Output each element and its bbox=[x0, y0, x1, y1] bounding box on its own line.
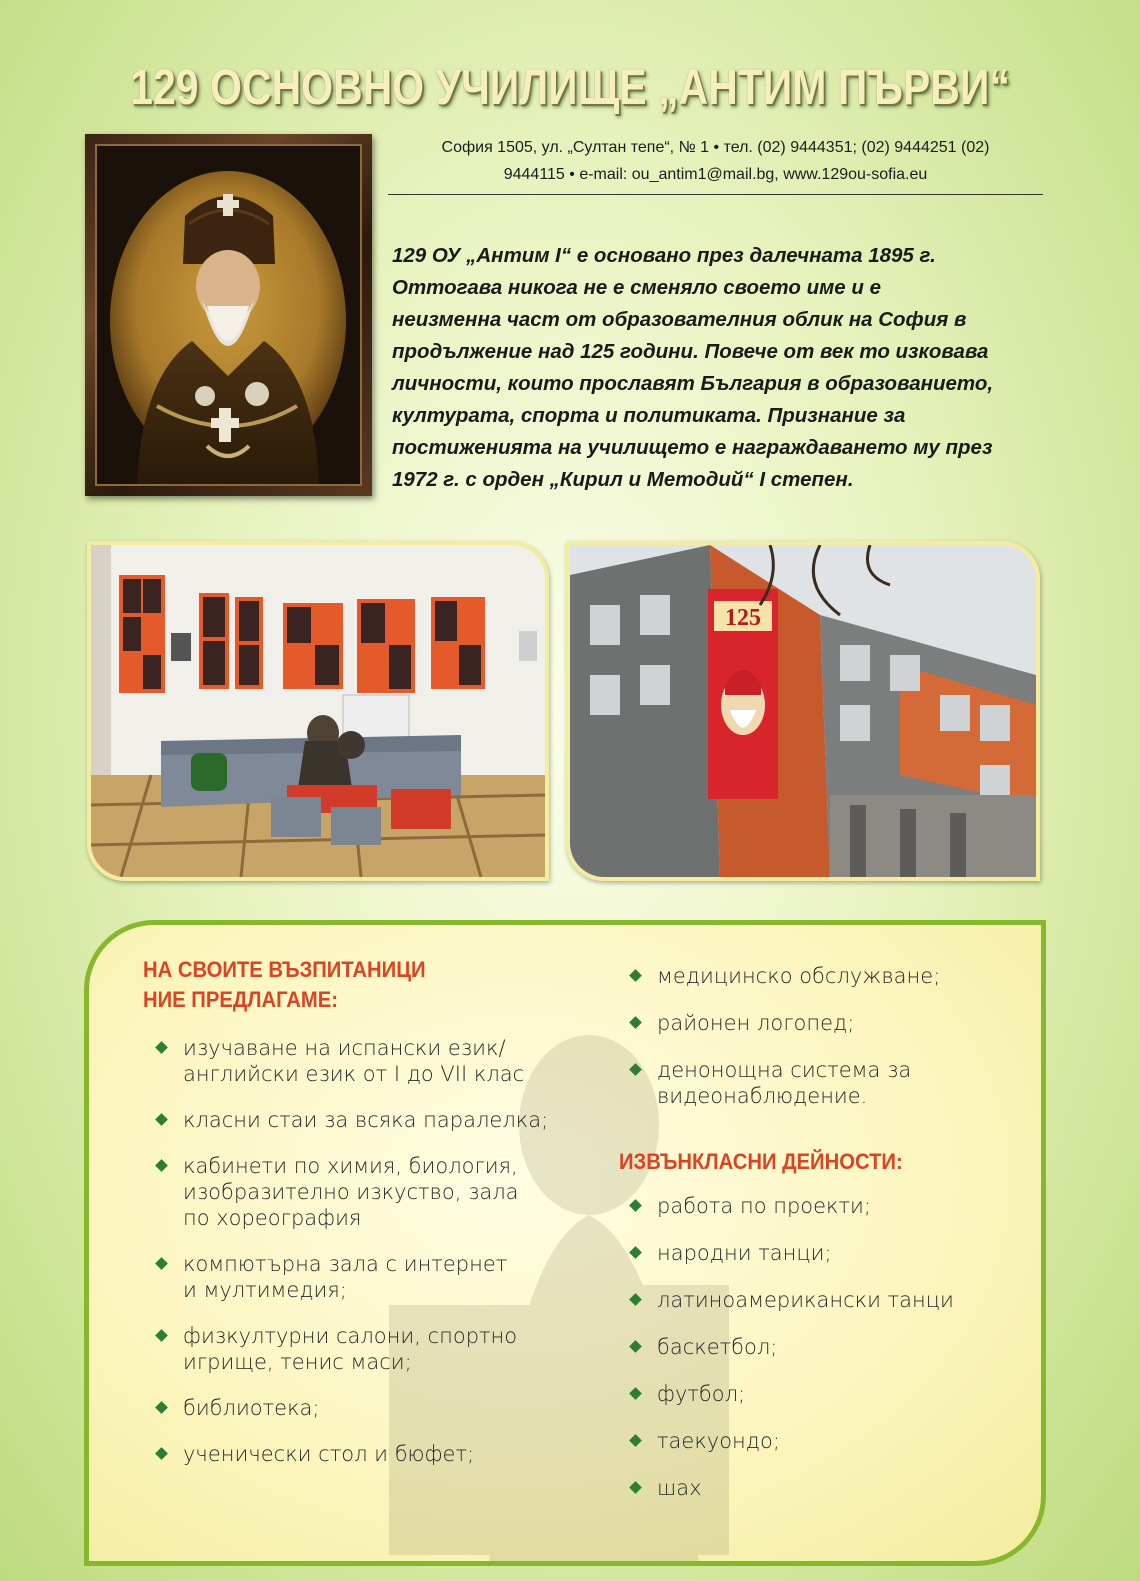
intro-paragraph bbox=[392, 240, 1042, 496]
list-item-text: шах bbox=[657, 1476, 702, 1500]
diamond-bullet-icon bbox=[155, 1257, 168, 1270]
diamond-bullet-icon bbox=[629, 1481, 642, 1494]
list-item bbox=[151, 1395, 611, 1421]
list-item-text: изучаване на испански език/ bbox=[183, 1036, 506, 1060]
contact-info bbox=[388, 134, 1043, 195]
list-item bbox=[625, 1240, 1025, 1266]
list-item-text: народни танци; bbox=[657, 1241, 832, 1265]
list-item bbox=[625, 1057, 1025, 1109]
list-item bbox=[625, 1428, 1025, 1454]
diamond-bullet-icon bbox=[629, 1246, 642, 1259]
contact-line-2: 9444115 • e-mail: ou_antim1@mail.bg, www.129ou-sofia.eu bbox=[503, 166, 928, 183]
offer-heading-line-1: НА СВОИТЕ ВЪЗПИТАНИЦИ bbox=[143, 957, 426, 982]
extracurricular-list bbox=[625, 1193, 1025, 1522]
list-item-text: игрище, тенис маси; bbox=[183, 1350, 412, 1374]
list-item-text: компютърна зала с интернет bbox=[183, 1252, 508, 1276]
diamond-bullet-icon bbox=[629, 1063, 642, 1076]
offer-list-continued bbox=[625, 963, 1025, 1130]
contact-line-1: София 1505, ул. „Султан тепе“, № 1 • тел. (02) 9444351; (02) 9444251 (02) bbox=[441, 139, 990, 156]
list-item-text: денонощна система за bbox=[657, 1058, 912, 1082]
list-item-text: библиотека; bbox=[183, 1396, 320, 1420]
list-item-text: районен логопед; bbox=[657, 1011, 855, 1035]
intro-line: личности, които прославят България в образованието, bbox=[392, 372, 994, 395]
list-item bbox=[625, 1010, 1025, 1036]
list-item bbox=[151, 1153, 611, 1231]
interior-hall-image bbox=[91, 545, 545, 877]
list-item bbox=[151, 1251, 611, 1303]
diamond-bullet-icon bbox=[155, 1447, 168, 1460]
diamond-bullet-icon bbox=[155, 1113, 168, 1126]
banner-number: 125 bbox=[725, 605, 761, 631]
list-item bbox=[151, 1107, 611, 1133]
list-item-text: видеонаблюдение. bbox=[657, 1084, 868, 1108]
diamond-bullet-icon bbox=[629, 1340, 642, 1353]
offer-heading-line-2: НИЕ ПРЕДЛАГАМЕ: bbox=[143, 987, 338, 1012]
intro-line: Оттогава никога не е сменяло своето име и е bbox=[392, 276, 881, 299]
list-item bbox=[625, 1334, 1025, 1360]
intro-line: културата, спорта и политиката. Признание за bbox=[392, 404, 906, 427]
list-item bbox=[625, 1381, 1025, 1407]
intro-line: продължение над 125 години. Повече от век то изковава bbox=[392, 340, 989, 363]
diamond-bullet-icon bbox=[629, 1016, 642, 1029]
portrait-image bbox=[97, 146, 360, 484]
diamond-bullet-icon bbox=[155, 1329, 168, 1342]
extracurricular-heading: ИЗВЪНКЛАСНИ ДЕЙНОСТИ: bbox=[619, 1149, 903, 1174]
list-item bbox=[625, 1287, 1025, 1313]
diamond-bullet-icon bbox=[629, 1293, 642, 1306]
list-item-text: кабинети по химия, биология, bbox=[183, 1154, 518, 1178]
list-item-text: ученически стол и бюфет; bbox=[183, 1442, 475, 1466]
list-item bbox=[625, 1475, 1025, 1501]
list-item bbox=[625, 1193, 1025, 1219]
list-item-text: таекуондо; bbox=[657, 1429, 780, 1453]
offer-list bbox=[151, 1035, 611, 1487]
diamond-bullet-icon bbox=[155, 1401, 168, 1414]
list-item-text: класни стаи за всяка паралелка; bbox=[183, 1108, 549, 1132]
list-item-text: по хореография bbox=[183, 1206, 362, 1230]
page-title: 129 ОСНОВНО УЧИЛИЩЕ „АНТИМ ПЪРВИ“ bbox=[130, 59, 1010, 115]
list-item bbox=[151, 1441, 611, 1467]
diamond-bullet-icon bbox=[629, 1387, 642, 1400]
list-item-text: английски език от I до VII клас bbox=[183, 1062, 525, 1086]
diamond-bullet-icon bbox=[629, 969, 642, 982]
intro-line: постиженията на училището е награждаването му през bbox=[392, 436, 993, 459]
list-item-text: латиноамерикански танци bbox=[657, 1288, 954, 1312]
diamond-bullet-icon bbox=[629, 1199, 642, 1212]
school-building-image bbox=[570, 545, 1036, 877]
list-item-text: медицинско обслужване; bbox=[657, 964, 941, 988]
offer-heading bbox=[143, 955, 426, 1015]
portrait-painting bbox=[85, 134, 372, 496]
diamond-bullet-icon bbox=[155, 1159, 168, 1172]
list-item bbox=[151, 1323, 611, 1375]
intro-line: 1972 г. с орден „Кирил и Методий“ I степен. bbox=[392, 468, 854, 491]
list-item-text: и мултимедия; bbox=[183, 1278, 347, 1302]
diamond-bullet-icon bbox=[629, 1434, 642, 1447]
photo-interior-hall bbox=[87, 541, 549, 881]
list-item-text: работа по проекти; bbox=[657, 1194, 871, 1218]
diamond-bullet-icon bbox=[155, 1041, 168, 1054]
offer-panel bbox=[84, 920, 1046, 1566]
list-item bbox=[625, 963, 1025, 989]
intro-line: неизменна част от образователния облик на София в bbox=[392, 308, 967, 331]
list-item-text: физкултурни салони, спортно bbox=[183, 1324, 518, 1348]
intro-line: 129 ОУ „Антим I“ е основано през далечната 1895 г. bbox=[392, 244, 936, 267]
list-item bbox=[151, 1035, 611, 1087]
list-item-text: изобразително изкуство, зала bbox=[183, 1180, 519, 1204]
list-item-text: футбол; bbox=[657, 1382, 746, 1406]
photo-school-building bbox=[566, 541, 1040, 881]
list-item-text: баскетбол; bbox=[657, 1335, 778, 1359]
